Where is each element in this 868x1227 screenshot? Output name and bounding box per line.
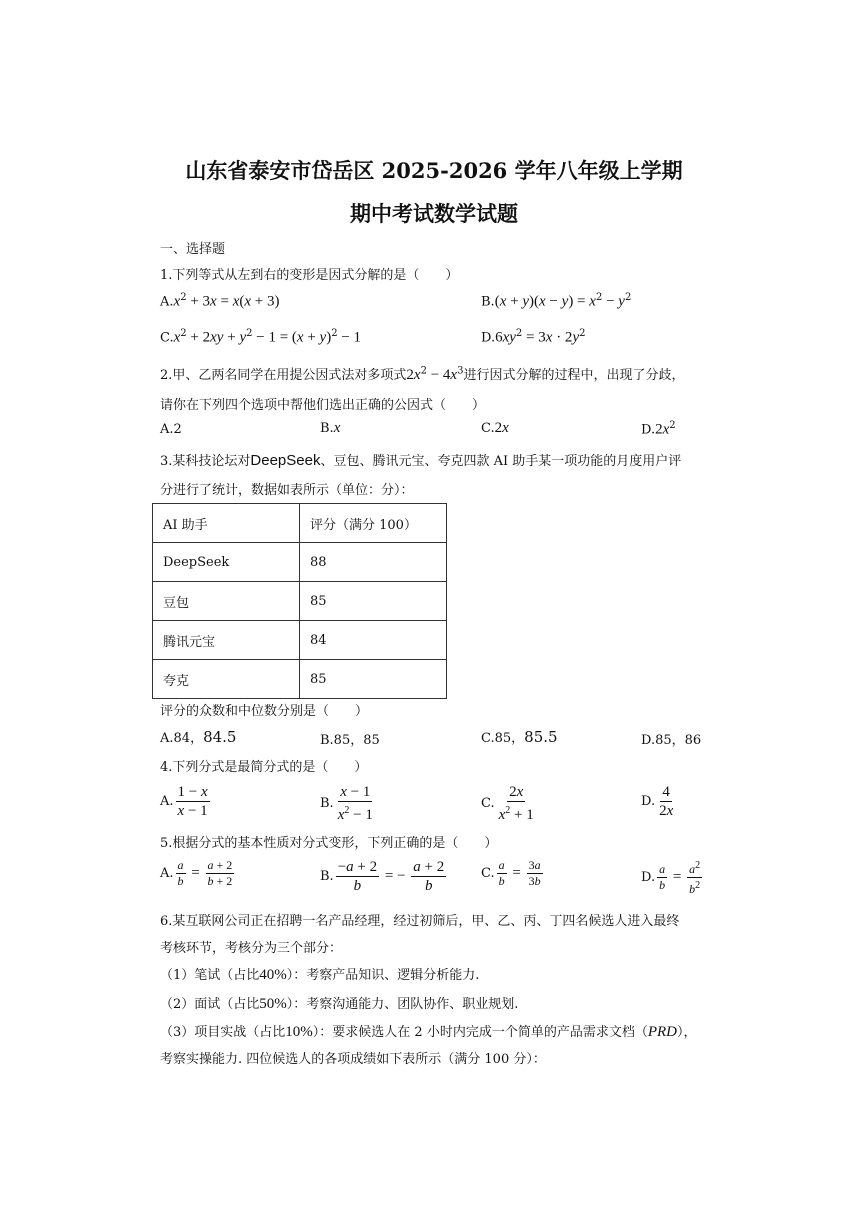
section-heading: 一、选择题 (160, 242, 226, 257)
question-4-option-b: B. $\frac{x - 1}{x^2 - 1}$ (320, 784, 373, 823)
table-header-cell: AI 助手 (153, 504, 300, 543)
question-4-option-d: D. $\frac{4}{2x}$ (641, 784, 674, 819)
table-cell: 85 (300, 582, 447, 621)
question-5-option-a: A. $\frac{a}{b}$ = $\frac{a + 2}{b + 2}$ (160, 858, 233, 888)
question-3-stem-line1: 3.某科技论坛对DeepSeek、豆包、腾讯元宝、夸克四款 AI 助手某一项功能的月度用户评 (160, 452, 682, 469)
question-5-option-b: B. $\frac{-a + 2}{b}$ = − $\frac{a + 2}{b}$ (320, 859, 445, 894)
table-header-cell: 评分（满分 100） (300, 504, 447, 543)
question-6-line1: 6.某互联网公司正在招聘一名产品经理，经过初筛后，甲、乙、丙、丁四名候选人进入最终 (160, 914, 680, 929)
question-2-option-c: C.2x (481, 420, 509, 436)
question-5-option-d: D. $\frac{a}{b}$ = $\frac{a^2}{b^2}$ (641, 860, 701, 896)
question-3-option-a: A.84，84.5 (160, 728, 237, 746)
question-1-option-a: $A.x^2 + 3x = x(x + 3)$ (160, 292, 280, 310)
question-3-option-d: D.85，86 (641, 733, 702, 748)
question-6-item1: （1）笔试（占比40%）：考察产品知识、逻辑分析能力. (160, 967, 480, 983)
question-4-stem: 4.下列分式是最简分式的是（ ） (160, 760, 368, 775)
question-2-stem-line2: 请你在下列四个选项中帮他们选出正确的公因式（ ） (160, 398, 486, 413)
table-cell: 腾讯元宝 (153, 621, 300, 660)
table-cell: 夸克 (153, 660, 300, 699)
table-header-row (153, 504, 447, 543)
table-row (153, 660, 447, 699)
question-1-option-b: $B.(x + y)(x - y) = x^2 - y^2$ (481, 292, 632, 310)
page-title: 山东省泰安市岱岳区 2025-2026 学年八年级上学期 (185, 158, 683, 183)
table-row (153, 543, 447, 582)
question-1-option-d: $D.6xy^2 = 3x \cdot 2y^2$ (481, 328, 586, 346)
question-2-option-a: A.2 (160, 422, 182, 437)
question-4-option-c: C. $\frac{2x}{x^2 + 1}$ (481, 784, 534, 823)
page-subtitle: 期中考试数学试题 (350, 201, 518, 226)
question-2-stem-line1: 2.甲、乙两名同学在用提公因式法对多项式$2x^2 - 4x^3$进行因式分解的过程中，出现了分歧， (160, 365, 685, 383)
table-cell: 88 (300, 543, 447, 582)
question-6-item3: （3）项目实战（占比10%）：要求候选人在 2 小时内完成一个简单的产品需求文档（PRD）， (160, 1024, 697, 1040)
table-cell: 85 (300, 660, 447, 699)
question-3-prompt: 评分的众数和中位数分别是（ ） (160, 704, 369, 719)
question-3-option-b: B.85，85 (320, 733, 380, 748)
question-3-option-c: C.85，85.5 (481, 728, 558, 746)
question-6-line2: 考核环节，考核分为三个部分： (160, 941, 343, 956)
table-cell: 豆包 (153, 582, 300, 621)
table-row (153, 621, 447, 660)
ai-score-table (152, 503, 447, 699)
question-6-last-line: 考察实操能力. 四位候选人的各项成绩如下表所示（满分 100 分）： (160, 1052, 546, 1067)
question-2-option-b: B.x (320, 420, 341, 436)
question-4-option-a: A. $\frac{1 - x}{x - 1}$ (160, 784, 208, 819)
table-cell: 84 (300, 621, 447, 660)
question-3-stem-line2: 分进行了统计，数据如表所示（单位：分）： (160, 483, 414, 498)
question-2-option-d: $D.2x^2$ (641, 420, 676, 438)
table-row (153, 582, 447, 621)
question-1-option-c: $C.x^2 + 2xy + y^2 - 1 = (x + y)^2 - 1$ (160, 328, 362, 346)
question-5-stem: 5.根据分式的基本性质对分式变形，下列正确的是（ ） (160, 836, 498, 851)
question-1-stem: 1.下列等式从左到右的变形是因式分解的是（ ） (160, 268, 459, 283)
table-cell: DeepSeek (153, 543, 300, 582)
question-5-option-c: C. $\frac{a}{b}$ = $\frac{3a}{3b}$ (481, 858, 541, 888)
question-6-item2: （2）面试（占比50%）：考察沟通能力、团队协作、职业规划. (160, 996, 519, 1012)
